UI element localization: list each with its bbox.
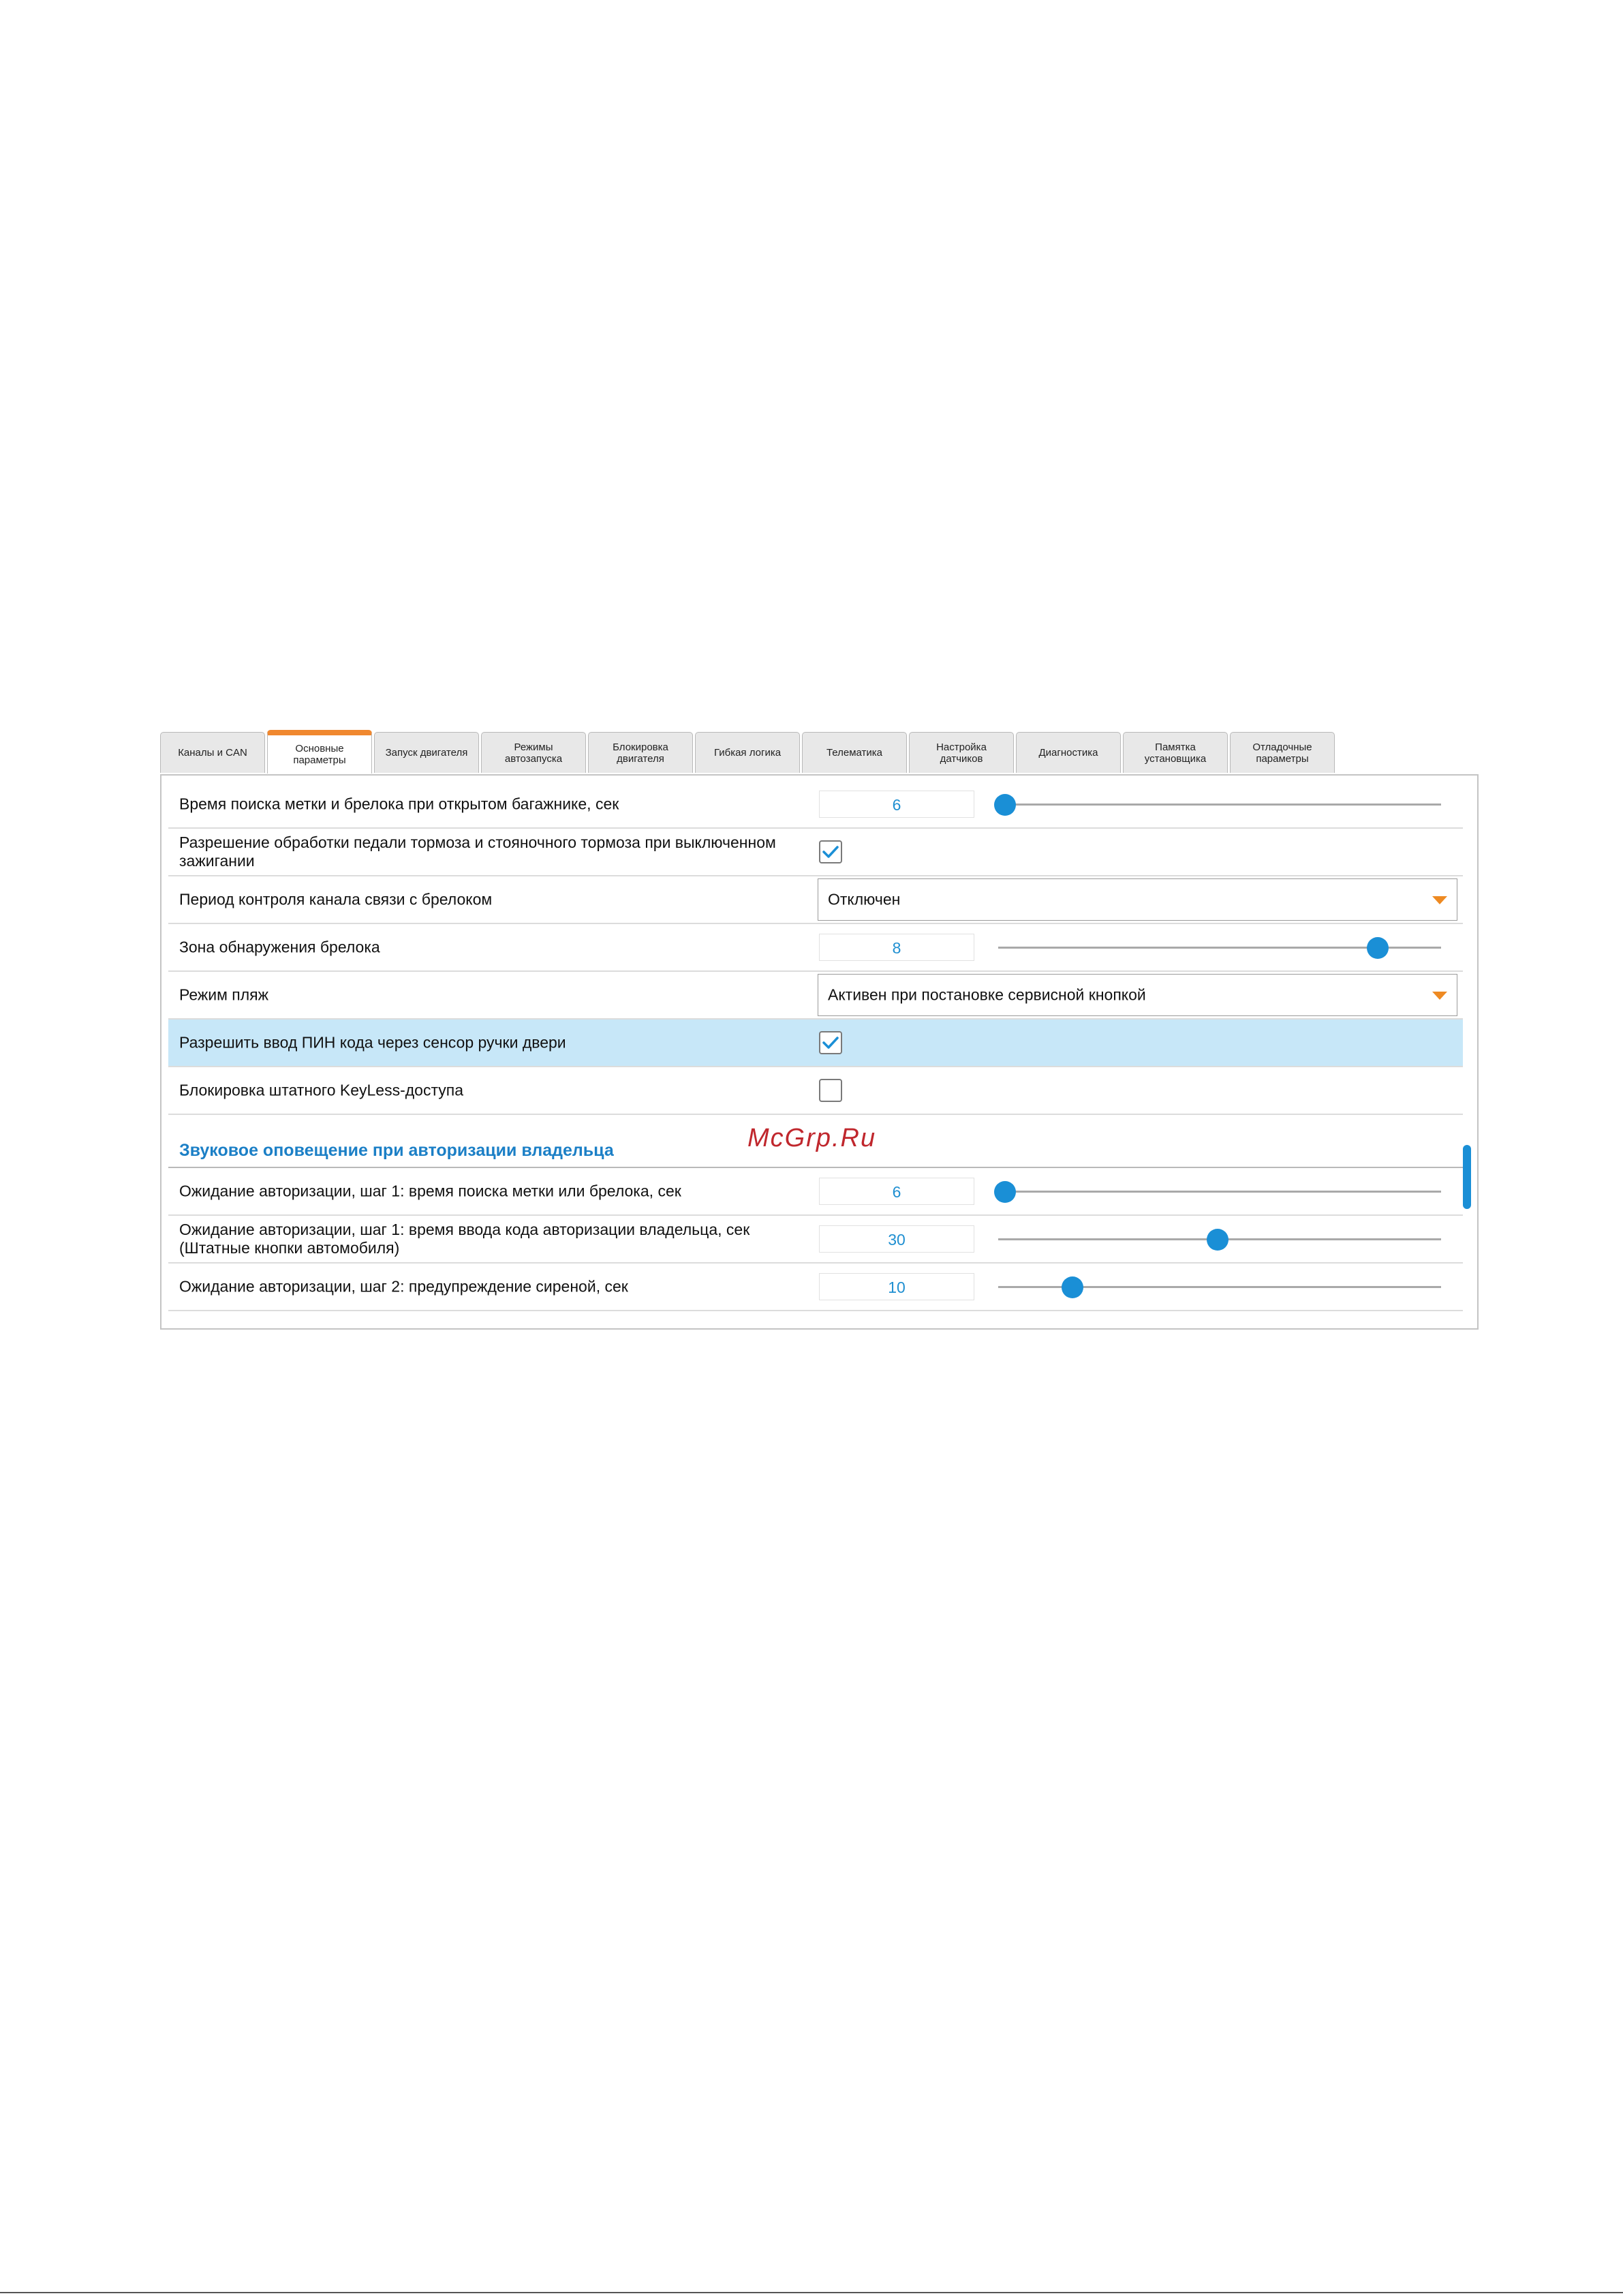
tab-basic-params[interactable]: Основные параметры	[267, 730, 372, 774]
setting-row-pin-door-sensor	[168, 1020, 1463, 1067]
setting-label: Режим пляж	[179, 985, 269, 1004]
tab-installer-memo[interactable]: Памятка установщика	[1123, 732, 1228, 773]
setting-label: Разрешить ввод ПИН кода через сенсор ручки двери	[179, 1033, 566, 1052]
divider	[0, 2292, 1623, 2293]
slider-thumb[interactable]	[1207, 1229, 1228, 1251]
setting-label: Ожидание авторизации, шаг 2: предупреждение сиреной, сек	[179, 1277, 628, 1296]
setting-row-auth-step1-search	[168, 1168, 1463, 1216]
setting-label: Ожидание авторизации, шаг 1: время поиска метки или брелока, сек	[179, 1182, 681, 1200]
tab-flexible-logic[interactable]: Гибкая логика	[695, 732, 800, 773]
tab-channels-can[interactable]: Каналы и CAN	[160, 732, 265, 773]
checkbox[interactable]	[819, 840, 842, 863]
slider-track[interactable]	[998, 1238, 1441, 1240]
setting-label: Зона обнаружения брелока	[179, 938, 380, 956]
checkbox[interactable]	[819, 1031, 842, 1054]
tab-diagnostics[interactable]: Диагностика	[1016, 732, 1121, 773]
tab-debug-params[interactable]: Отладочные параметры	[1230, 732, 1335, 773]
number-input[interactable]: 6	[819, 791, 974, 818]
slider-thumb[interactable]	[1367, 937, 1389, 959]
setting-row-beach-mode	[168, 972, 1463, 1020]
setting-row-keyless-block	[168, 1067, 1463, 1115]
number-input[interactable]: 8	[819, 934, 974, 961]
setting-row-auth-step2-siren	[168, 1264, 1463, 1311]
setting-row-keyfob-detection-zone	[168, 924, 1463, 972]
check-icon	[822, 1036, 839, 1050]
checkbox[interactable]	[819, 1079, 842, 1102]
dropdown-value: Отключен	[828, 890, 901, 908]
check-icon	[822, 845, 839, 859]
number-input[interactable]: 6	[819, 1178, 974, 1205]
watermark: McGrp.Ru	[747, 1124, 877, 1152]
number-input[interactable]: 10	[819, 1273, 974, 1300]
setting-label: Период контроля канала связи с брелоком	[179, 890, 493, 908]
tab-bar	[160, 729, 1337, 775]
slider-thumb[interactable]	[1062, 1276, 1083, 1298]
slider-track[interactable]	[998, 803, 1441, 806]
slider-thumb[interactable]	[994, 794, 1016, 816]
slider-thumb[interactable]	[994, 1181, 1016, 1203]
dropdown-select[interactable]	[818, 974, 1457, 1016]
tab-sensor-setup[interactable]: Настройка датчиков	[909, 732, 1014, 773]
tab-engine-start[interactable]: Запуск двигателя	[374, 732, 479, 773]
tab-autostart-modes[interactable]: Режимы автозапуска	[481, 732, 586, 773]
section-title: Звуковое оповещение при авторизации владельца	[179, 1141, 614, 1160]
tab-engine-block[interactable]: Блокировка двигателя	[588, 732, 693, 773]
chevron-down-icon[interactable]	[1432, 896, 1447, 904]
slider-track[interactable]	[998, 1191, 1441, 1193]
dropdown-value: Активен при постановке сервисной кнопкой	[828, 985, 1146, 1004]
setting-row-auth-step1-code	[168, 1216, 1463, 1264]
setting-row-keyfob-link-period	[168, 876, 1463, 924]
setting-label: Разрешение обработки педали тормоза и стояночного тормоза при выключенном зажигании	[179, 833, 776, 870]
slider-track[interactable]	[998, 947, 1441, 949]
settings-panel	[160, 774, 1479, 1330]
slider-track[interactable]	[998, 1286, 1441, 1288]
tab-telematics[interactable]: Телематика	[802, 732, 907, 773]
settings-list	[168, 781, 1463, 1311]
dropdown-select[interactable]	[818, 878, 1457, 921]
chevron-down-icon[interactable]	[1432, 992, 1447, 1000]
scrollbar-thumb[interactable]	[1463, 1145, 1471, 1209]
setting-label: Блокировка штатного KeyLess-доступа	[179, 1081, 463, 1099]
setting-row-brake-pedal-processing	[168, 829, 1463, 876]
setting-row-trunk-search-time	[168, 781, 1463, 829]
setting-label: Время поиска метки и брелока при открытом багажнике, сек	[179, 795, 619, 813]
number-input[interactable]: 30	[819, 1225, 974, 1253]
setting-label: Ожидание авторизации, шаг 1: время ввода кода авторизации владельца, сек (Штатные кнопки автомобиля)	[179, 1221, 750, 1257]
